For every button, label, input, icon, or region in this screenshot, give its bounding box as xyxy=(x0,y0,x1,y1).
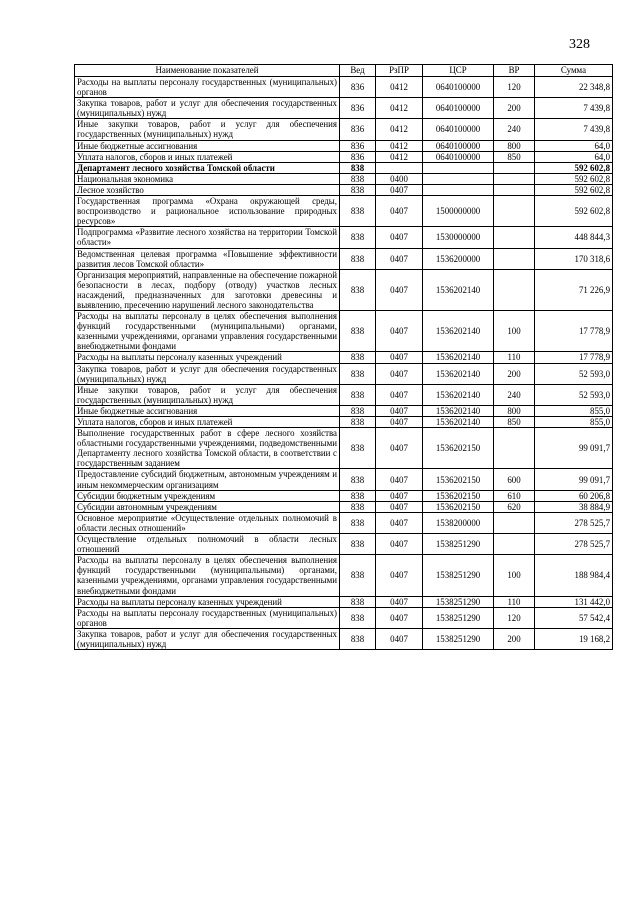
row-sum-cell: 60 206,8 xyxy=(535,490,613,501)
row-rzpr-cell: 0412 xyxy=(376,119,423,140)
row-csr-cell: 1538251290 xyxy=(423,555,494,596)
row-sum-cell: 38 884,9 xyxy=(535,501,613,512)
row-csr-cell: 1536202150 xyxy=(423,501,494,512)
row-csr-cell: 1536202150 xyxy=(423,490,494,501)
row-vr-cell: 850 xyxy=(494,417,535,428)
row-vr-cell xyxy=(494,512,535,533)
row-ved-cell: 838 xyxy=(340,184,376,195)
row-vr-cell: 850 xyxy=(494,151,535,162)
row-vr-cell: 600 xyxy=(494,469,535,490)
row-sum-cell: 278 525,7 xyxy=(535,534,613,555)
row-sum-cell: 278 525,7 xyxy=(535,512,613,533)
row-vr-cell: 200 xyxy=(494,363,535,384)
table-row xyxy=(75,405,613,416)
row-name-cell: Расходы на выплаты персоналу государственных (муниципальных) органов xyxy=(75,77,340,98)
row-name-cell: Национальная экономика xyxy=(75,173,340,184)
row-csr-cell: 1500000000 xyxy=(423,196,494,227)
row-name-cell: Расходы на выплаты персоналу в целях обеспечения выполнения функций государственными (муниципальными) органами, казенными учреждениями, органами управления государственными внебюджетными фондами xyxy=(75,311,340,352)
row-ved-cell: 838 xyxy=(340,352,376,363)
row-sum-cell: 22 348,8 xyxy=(535,77,613,98)
row-sum-cell: 131 442,0 xyxy=(535,596,613,607)
table-row xyxy=(75,596,613,607)
row-vr-cell xyxy=(494,173,535,184)
row-rzpr-cell: 0412 xyxy=(376,151,423,162)
row-sum-cell: 855,0 xyxy=(535,405,613,416)
row-ved-cell: 836 xyxy=(340,77,376,98)
row-ved-cell: 838 xyxy=(340,227,376,248)
row-csr-cell: 1536202140 xyxy=(423,384,494,405)
table-row xyxy=(75,384,613,405)
budget-table xyxy=(74,64,613,650)
row-vr-cell xyxy=(494,184,535,195)
row-name-cell: Организация мероприятий, направленные на обеспечение пожарной безопасности в лесах, подбору (отводу) участков лесных насаждений, предназначенных для заготовки древесины и выявлению, пресечению нарушений лесного законодательства xyxy=(75,269,340,310)
row-rzpr-cell: 0407 xyxy=(376,628,423,649)
table-row xyxy=(75,173,613,184)
row-ved-cell: 838 xyxy=(340,311,376,352)
row-ved-cell: 836 xyxy=(340,98,376,119)
row-name-cell: Иные закупки товаров, работ и услуг для обеспечения государственных (муниципальных) нужд xyxy=(75,119,340,140)
row-sum-cell: 592 602,8 xyxy=(535,184,613,195)
row-ved-cell: 838 xyxy=(340,534,376,555)
row-vr-cell xyxy=(494,534,535,555)
row-vr-cell xyxy=(494,227,535,248)
table-row xyxy=(75,77,613,98)
table-body xyxy=(75,77,613,650)
row-name-cell: Расходы на выплаты персоналу государственных (муниципальных) органов xyxy=(75,607,340,628)
row-vr-cell: 120 xyxy=(494,607,535,628)
row-rzpr-cell: 0407 xyxy=(376,417,423,428)
table-row xyxy=(75,162,613,173)
row-sum-cell: 99 091,7 xyxy=(535,469,613,490)
row-name-cell: Иные бюджетные ассигнования xyxy=(75,140,340,151)
table-row xyxy=(75,140,613,151)
table-row xyxy=(75,151,613,162)
row-rzpr-cell: 0412 xyxy=(376,77,423,98)
row-name-cell: Основное мероприятие «Осуществление отдельных полномочий в области лесных отношений» xyxy=(75,512,340,533)
table-row xyxy=(75,628,613,649)
row-sum-cell: 99 091,7 xyxy=(535,428,613,469)
row-vr-cell: 800 xyxy=(494,140,535,151)
column-header-vr: ВР xyxy=(494,65,535,77)
table-row xyxy=(75,98,613,119)
row-csr-cell: 1536200000 xyxy=(423,248,494,269)
row-vr-cell: 200 xyxy=(494,98,535,119)
row-name-cell: Осуществление отдельных полномочий в области лесных отношений xyxy=(75,534,340,555)
row-vr-cell xyxy=(494,248,535,269)
row-name-cell: Закупка товаров, работ и услуг для обеспечения государственных (муниципальных) нужд xyxy=(75,363,340,384)
row-rzpr-cell: 0407 xyxy=(376,555,423,596)
row-ved-cell: 838 xyxy=(340,469,376,490)
row-name-cell: Ведомственная целевая программа «Повышение эффективности развития лесов Томской области» xyxy=(75,248,340,269)
table-row xyxy=(75,534,613,555)
row-rzpr-cell: 0407 xyxy=(376,501,423,512)
row-csr-cell: 1538251290 xyxy=(423,628,494,649)
row-sum-cell: 17 778,9 xyxy=(535,352,613,363)
row-vr-cell: 800 xyxy=(494,405,535,416)
row-ved-cell: 838 xyxy=(340,248,376,269)
row-csr-cell: 0640100000 xyxy=(423,77,494,98)
row-csr-cell: 0640100000 xyxy=(423,140,494,151)
row-sum-cell: 52 593,0 xyxy=(535,363,613,384)
row-csr-cell: 1530000000 xyxy=(423,227,494,248)
row-rzpr-cell xyxy=(376,162,423,173)
row-rzpr-cell: 0412 xyxy=(376,140,423,151)
row-ved-cell: 838 xyxy=(340,417,376,428)
row-sum-cell: 188 984,4 xyxy=(535,555,613,596)
table-row xyxy=(75,269,613,310)
row-sum-cell: 7 439,8 xyxy=(535,98,613,119)
row-ved-cell: 838 xyxy=(340,269,376,310)
row-name-cell: Расходы на выплаты персоналу казенных учреждений xyxy=(75,596,340,607)
column-header-rzpr: РзПР xyxy=(376,65,423,77)
row-name-cell: Иные бюджетные ассигнования xyxy=(75,405,340,416)
row-csr-cell: 1536202150 xyxy=(423,469,494,490)
row-ved-cell: 838 xyxy=(340,555,376,596)
column-header-name: Наименование показателей xyxy=(75,65,340,77)
table-row xyxy=(75,227,613,248)
row-rzpr-cell: 0407 xyxy=(376,596,423,607)
row-rzpr-cell: 0407 xyxy=(376,512,423,533)
table-header-row xyxy=(75,65,613,77)
row-sum-cell: 64,0 xyxy=(535,151,613,162)
row-vr-cell: 100 xyxy=(494,555,535,596)
row-ved-cell: 838 xyxy=(340,501,376,512)
row-name-cell: Закупка товаров, работ и услуг для обеспечения государственных (муниципальных) нужд xyxy=(75,98,340,119)
row-rzpr-cell: 0407 xyxy=(376,227,423,248)
row-ved-cell: 838 xyxy=(340,173,376,184)
row-sum-cell: 592 602,8 xyxy=(535,162,613,173)
row-ved-cell: 838 xyxy=(340,162,376,173)
row-csr-cell: 1538251290 xyxy=(423,607,494,628)
row-ved-cell: 836 xyxy=(340,140,376,151)
column-header-ved: Вед xyxy=(340,65,376,77)
row-name-cell: Иные закупки товаров, работ и услуг для обеспечения государственных (муниципальных) нужд xyxy=(75,384,340,405)
row-vr-cell: 610 xyxy=(494,490,535,501)
row-vr-cell xyxy=(494,162,535,173)
row-name-cell: Расходы на выплаты персоналу в целях обеспечения выполнения функций государственными (муниципальными) органами, казенными учреждениями, органами управления государственными внебюджетными фондами xyxy=(75,555,340,596)
row-vr-cell: 110 xyxy=(494,352,535,363)
row-csr-cell: 1536202140 xyxy=(423,269,494,310)
table-row xyxy=(75,512,613,533)
table-row xyxy=(75,248,613,269)
row-vr-cell xyxy=(494,269,535,310)
row-ved-cell: 838 xyxy=(340,428,376,469)
row-sum-cell: 17 778,9 xyxy=(535,311,613,352)
row-vr-cell: 110 xyxy=(494,596,535,607)
row-rzpr-cell: 0407 xyxy=(376,248,423,269)
row-csr-cell: 1536202140 xyxy=(423,363,494,384)
row-rzpr-cell: 0412 xyxy=(376,98,423,119)
row-ved-cell: 838 xyxy=(340,596,376,607)
row-sum-cell: 19 168,2 xyxy=(535,628,613,649)
row-name-cell: Расходы на выплаты персоналу казенных учреждений xyxy=(75,352,340,363)
row-csr-cell: 1536202150 xyxy=(423,428,494,469)
row-name-cell: Уплата налогов, сборов и иных платежей xyxy=(75,151,340,162)
table-row xyxy=(75,352,613,363)
row-vr-cell: 100 xyxy=(494,311,535,352)
row-sum-cell: 71 226,9 xyxy=(535,269,613,310)
row-rzpr-cell: 0407 xyxy=(376,607,423,628)
table-row xyxy=(75,311,613,352)
row-rzpr-cell: 0407 xyxy=(376,405,423,416)
row-name-cell: Предоставление субсидий бюджетным, автономным учреждениям и иным некоммерческим организациям xyxy=(75,469,340,490)
table-row xyxy=(75,363,613,384)
page-number: 328 xyxy=(569,37,590,52)
row-sum-cell: 57 542,4 xyxy=(535,607,613,628)
table-row xyxy=(75,196,613,227)
table-row xyxy=(75,417,613,428)
row-ved-cell: 836 xyxy=(340,119,376,140)
row-csr-cell xyxy=(423,162,494,173)
table-row xyxy=(75,501,613,512)
row-ved-cell: 838 xyxy=(340,512,376,533)
row-ved-cell: 838 xyxy=(340,363,376,384)
row-csr-cell: 1538200000 xyxy=(423,512,494,533)
row-csr-cell xyxy=(423,184,494,195)
row-sum-cell: 64,0 xyxy=(535,140,613,151)
row-rzpr-cell: 0407 xyxy=(376,184,423,195)
row-ved-cell: 838 xyxy=(340,384,376,405)
row-csr-cell: 1538251290 xyxy=(423,596,494,607)
row-rzpr-cell: 0407 xyxy=(376,490,423,501)
row-name-cell: Государственная программа «Охрана окружающей среды, воспроизводство и рациональное использование природных ресурсов» xyxy=(75,196,340,227)
row-rzpr-cell: 0407 xyxy=(376,469,423,490)
row-name-cell: Подпрограмма «Развитие лесного хозяйства на территории Томской области» xyxy=(75,227,340,248)
row-rzpr-cell: 0407 xyxy=(376,269,423,310)
row-sum-cell: 855,0 xyxy=(535,417,613,428)
row-ved-cell: 838 xyxy=(340,196,376,227)
table-row xyxy=(75,555,613,596)
row-name-cell: Выполнение государственных работ в сфере лесного хозяйства областными государственными учреждениями, подведомственными Департаменту лесного хозяйства Томской области, в соответствии с государственным заданием xyxy=(75,428,340,469)
row-name-cell: Субсидии автономным учреждениям xyxy=(75,501,340,512)
row-rzpr-cell: 0407 xyxy=(376,428,423,469)
row-rzpr-cell: 0400 xyxy=(376,173,423,184)
row-sum-cell: 7 439,8 xyxy=(535,119,613,140)
row-sum-cell: 592 602,8 xyxy=(535,196,613,227)
row-ved-cell: 838 xyxy=(340,405,376,416)
row-name-cell: Уплата налогов, сборов и иных платежей xyxy=(75,417,340,428)
row-sum-cell: 170 318,6 xyxy=(535,248,613,269)
row-vr-cell: 200 xyxy=(494,628,535,649)
row-rzpr-cell: 0407 xyxy=(376,196,423,227)
row-ved-cell: 838 xyxy=(340,628,376,649)
table-row xyxy=(75,119,613,140)
row-rzpr-cell: 0407 xyxy=(376,311,423,352)
row-csr-cell: 1538251290 xyxy=(423,534,494,555)
row-rzpr-cell: 0407 xyxy=(376,363,423,384)
row-csr-cell: 0640100000 xyxy=(423,151,494,162)
row-name-cell: Департамент лесного хозяйства Томской области xyxy=(75,162,340,173)
row-sum-cell: 52 593,0 xyxy=(535,384,613,405)
table-row xyxy=(75,490,613,501)
row-vr-cell: 620 xyxy=(494,501,535,512)
row-csr-cell: 0640100000 xyxy=(423,119,494,140)
row-vr-cell xyxy=(494,428,535,469)
row-rzpr-cell: 0407 xyxy=(376,384,423,405)
row-vr-cell: 120 xyxy=(494,77,535,98)
row-csr-cell: 1536202140 xyxy=(423,352,494,363)
row-sum-cell: 448 844,3 xyxy=(535,227,613,248)
row-vr-cell xyxy=(494,196,535,227)
table-row xyxy=(75,184,613,195)
row-csr-cell: 0640100000 xyxy=(423,98,494,119)
row-name-cell: Лесное хозяйство xyxy=(75,184,340,195)
table-row xyxy=(75,607,613,628)
row-csr-cell: 1536202140 xyxy=(423,311,494,352)
row-csr-cell: 1536202140 xyxy=(423,417,494,428)
table-row xyxy=(75,428,613,469)
row-name-cell: Субсидии бюджетным учреждениям xyxy=(75,490,340,501)
column-header-sum: Сумма xyxy=(535,65,613,77)
row-name-cell: Закупка товаров, работ и услуг для обеспечения государственных (муниципальных) нужд xyxy=(75,628,340,649)
row-ved-cell: 838 xyxy=(340,607,376,628)
row-vr-cell: 240 xyxy=(494,119,535,140)
row-ved-cell: 838 xyxy=(340,490,376,501)
row-sum-cell: 592 602,8 xyxy=(535,173,613,184)
row-rzpr-cell: 0407 xyxy=(376,352,423,363)
row-ved-cell: 836 xyxy=(340,151,376,162)
column-header-csr: ЦСР xyxy=(423,65,494,77)
table-row xyxy=(75,469,613,490)
row-vr-cell: 240 xyxy=(494,384,535,405)
row-csr-cell xyxy=(423,173,494,184)
row-rzpr-cell: 0407 xyxy=(376,534,423,555)
row-csr-cell: 1536202140 xyxy=(423,405,494,416)
